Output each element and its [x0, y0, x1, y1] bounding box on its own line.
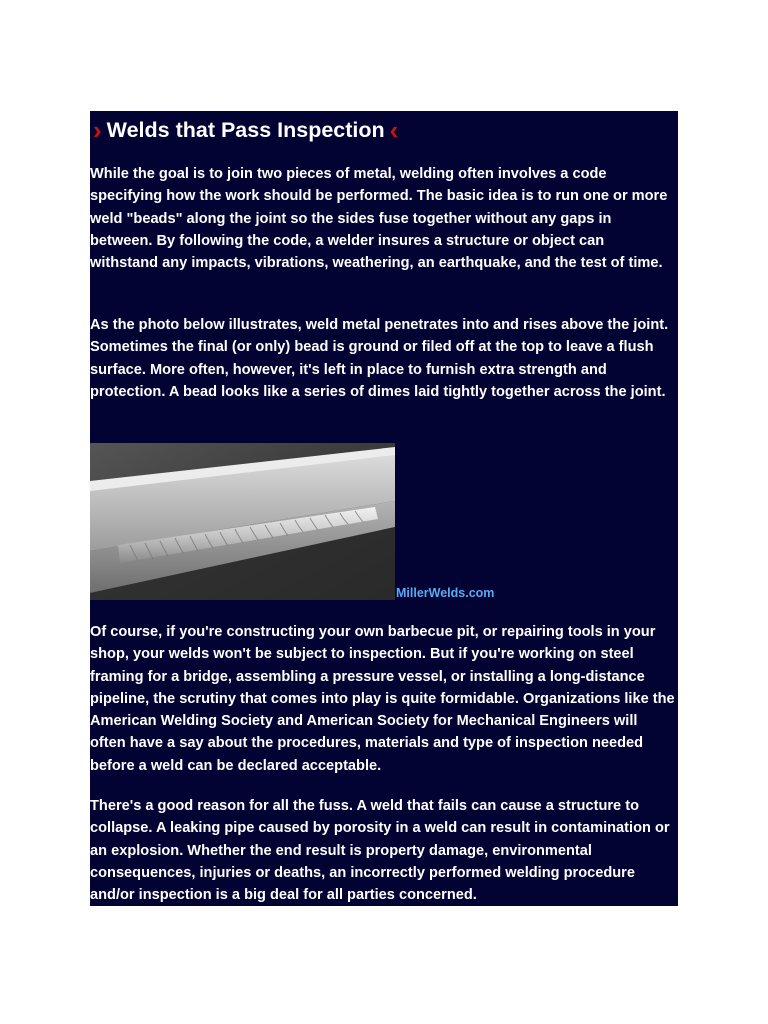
- article-heading: [90, 115, 401, 145]
- article-title: Welds that Pass Inspection: [106, 117, 385, 142]
- chevron-left-icon: ‹: [389, 115, 399, 145]
- article-panel: [90, 111, 678, 906]
- paragraph-consequences: There's a good reason for all the fuss. A weld that fails can cause a structure to collapse. A leaking pipe caused by porosity in a weld can result in contamination or an explosion. Whether the end result is property damage, environmental consequences, injuries or deaths, an incorrectly performed welding procedure and/or inspection is a big deal for all parties concerned.: [90, 798, 670, 904]
- weld-bead-photo: [90, 443, 395, 600]
- paragraph-inspection: Of course, if you're constructing your own barbecue pit, or repairing tools in your shop, your welds won't be subject to inspection. But if you're working on steel framing for a bridge, assembling a pressure vessel, or installing a long-distance pipeline, the scrutiny that comes into play is quite formidable. Organizations like the American Welding Society and American Society for Mechanical Engineers will often have a say about the procedures, materials and type of inspection needed before a weld can be declared acceptable.: [90, 624, 675, 774]
- paragraph-intro: While the goal is to join two pieces of metal, welding often involves a code specifying how the work should be performed. The basic idea is to run one or more weld "beads" along the joint so the sides fuse together without any gaps in between. By following the code, a welder insures a structure or object can withstand any impacts, vibrations, weathering, an earthquake, and the test of time.: [90, 166, 668, 272]
- chevron-right-icon: ›: [93, 115, 102, 145]
- paragraph-photo-description: As the photo below illustrates, weld metal penetrates into and rises above the joint. Sometimes the final (or only) bead is ground or filed off at the top to leave a flush surface. More often, however, it's left in place to furnish extra strength and protection. A bead looks like a series of dimes laid tightly together across the joint.: [90, 317, 669, 400]
- photo-credit-link[interactable]: MillerWelds.com: [396, 586, 495, 600]
